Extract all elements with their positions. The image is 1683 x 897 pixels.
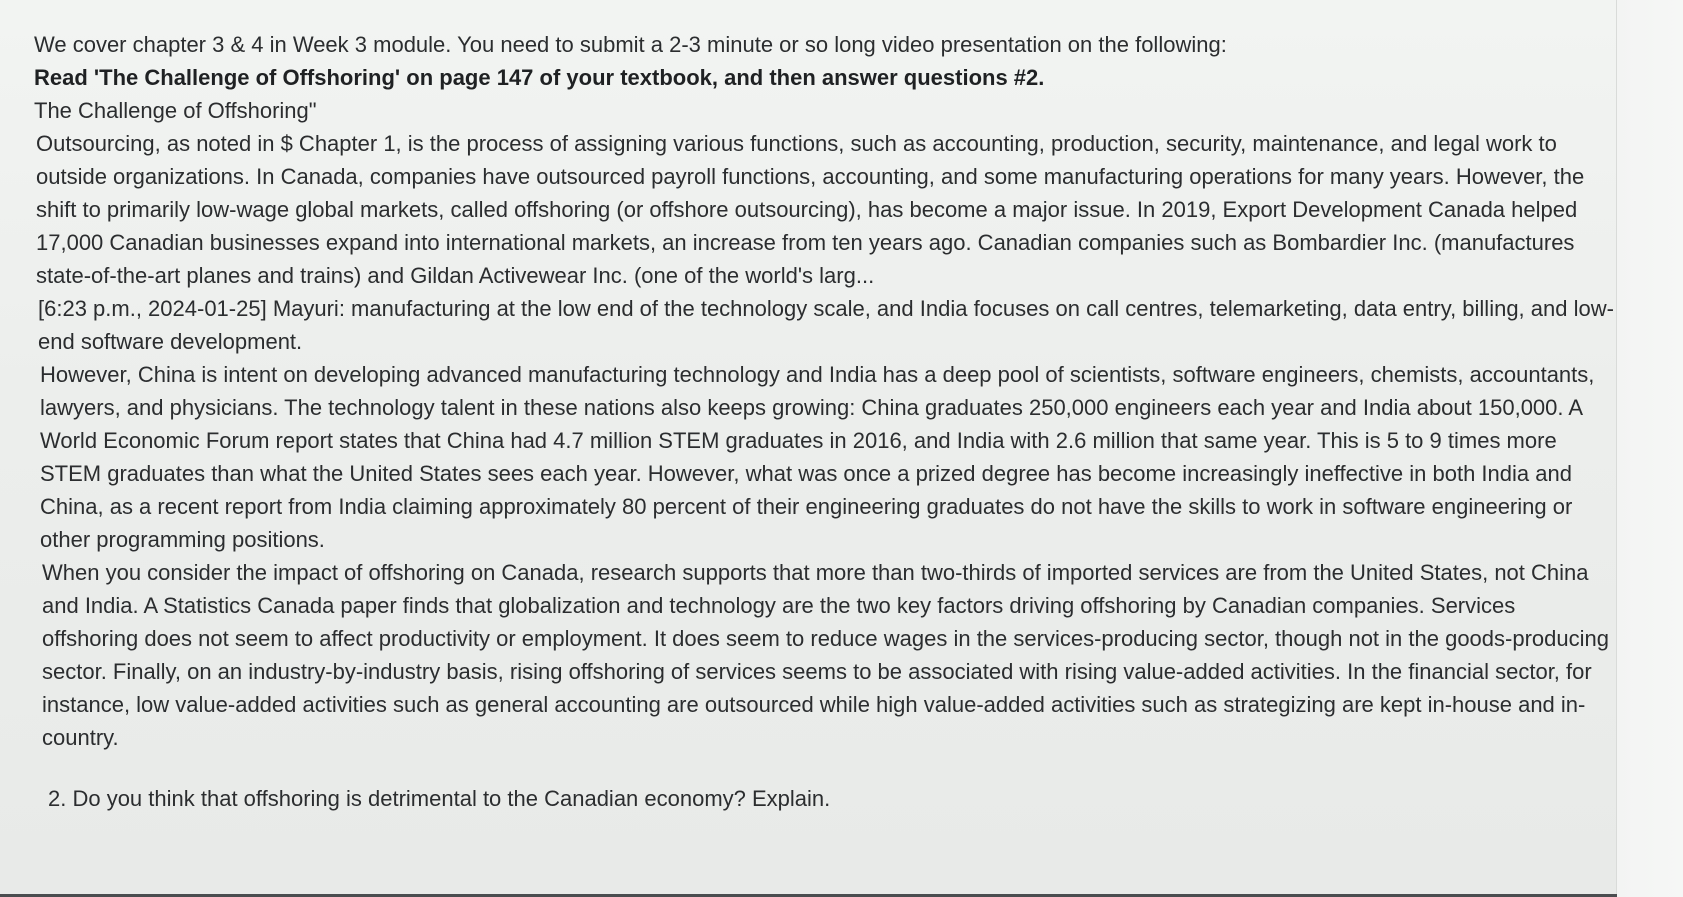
paragraph-3: However, China is intent on developing advanced manufacturing technology and India has a deep pool of scientists, software engineers, chemists, accountants, lawyers, and physicians. The technology talent in these nations also keeps growing: China graduates 250,000 engineers each year and India about 150,000. A World Economic Forum report states that China had 4.7 million STEM graduates in 2016, and India with 2.6 million that same year. This is 5 to 9 times more STEM graduates than what the United States sees each year. However, what was once a prized degree has become increasingly ineffective in both India and China, as a recent report from India claiming approximately 80 percent of their engineering graduates do not have the skills to work in software engineering or other programming positions. (40, 362, 1595, 552)
spacer (34, 754, 1614, 782)
paragraph-2: [6:23 p.m., 2024-01-25] Mayuri: manufacturing at the low end of the technology scale, and India focuses on call centres, telemarketing, data entry, billing, and low-end software development. (38, 296, 1614, 354)
document-heading: The Challenge of Offshoring" (34, 98, 317, 123)
paragraph-4: When you consider the impact of offshoring on Canada, research supports that more than two-thirds of imported services are from the United States, not China and India. A Statistics Canada paper finds that globalization and technology are the two key factors driving offshoring by Canadian companies. Services offshoring does not seem to affect productivity or employment. It does seem to reduce wages in the services-producing sector, though not in the goods-producing sector. Finally, on an industry-by-industry basis, rising offshoring of services seems to be associated with rising value-added activities. In the financial sector, for instance, low value-added activities such as general accounting are outsourced while high value-added activities such as strategizing are kept in-house and in-country. (42, 560, 1609, 750)
document-content (34, 28, 1614, 815)
page-edge (1616, 0, 1683, 897)
intro-text: We cover chapter 3 & 4 in Week 3 module. You need to submit a 2-3 minute or so long video presentation on the following: (34, 32, 1227, 57)
assignment-text: Read 'The Challenge of Offshoring' on page 147 of your textbook, and then answer questions #2. (34, 65, 1045, 90)
question-2: 2. Do you think that offshoring is detrimental to the Canadian economy? Explain. (48, 786, 831, 811)
paragraph-1: Outsourcing, as noted in $ Chapter 1, is the process of assigning various functions, such as accounting, production, security, maintenance, and legal work to outside organizations. In Canada, companies have outsourced payroll functions, accounting, and some manufacturing operations for many years. However, the shift to primarily low-wage global markets, called offshoring (or offshore outsourcing), has become a major issue. In 2019, Export Development Canada helped 17,000 Canadian businesses expand into international markets, an increase from ten years ago. Canadian companies such as Bombardier Inc. (manufactures state-of-the-art planes and trains) and Gildan Activewear Inc. (one of the world's larg... (36, 131, 1585, 288)
